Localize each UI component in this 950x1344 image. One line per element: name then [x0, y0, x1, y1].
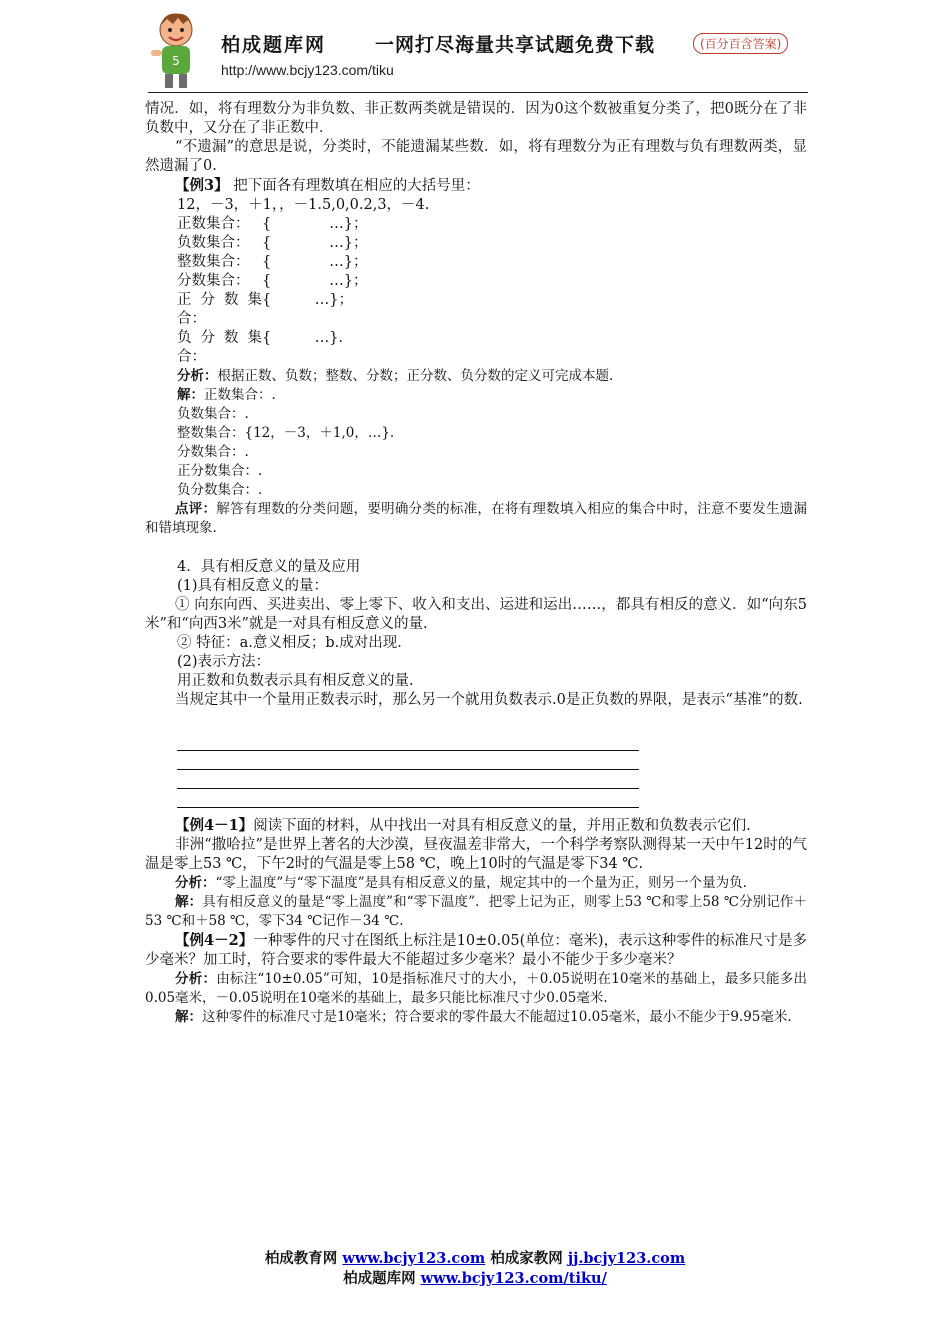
page-footer: [0, 1249, 950, 1289]
example-4-1-solution: [145, 893, 807, 931]
analysis-label: 分析：: [177, 368, 218, 384]
set-label: 正分数集合：: [177, 292, 262, 327]
footer-edu-label: 柏成教育网: [264, 1250, 338, 1267]
example-4-2-text: 一种零件的尺寸在图纸上标注是10±0.05(单位：毫米)，表示这种零件的标准尺寸是多少毫米？加工时，符合要求的零件最大不能超过多少毫米？最小不能少于多少毫米？: [145, 933, 807, 968]
set-label: 整数集合：: [177, 254, 250, 270]
set-row: [177, 291, 807, 329]
example-4-2-label: 【例4－2】: [175, 932, 254, 949]
example-4-2-question: [145, 931, 807, 970]
footer-tutor-label: 柏成家教网: [490, 1250, 563, 1267]
answer-badge: (百分百含答案): [693, 33, 788, 54]
comment-label: 点评：: [175, 501, 217, 517]
example-3-label: 【例3】: [175, 177, 229, 194]
comment-text: 解答有理数的分类问题，要明确分类的标准，在将有理数填入相应的集合中时，注意不要发生遗漏和错填现象.: [145, 501, 807, 536]
blank-line: [177, 789, 639, 808]
set-value: { …}；: [262, 254, 368, 270]
example-3-solution: [145, 386, 807, 405]
blank-line: [177, 751, 639, 770]
footer-tiku-label: 柏成题库网: [343, 1270, 416, 1287]
footer-tutor-link[interactable]: jj.bcjy123.com: [567, 1250, 686, 1267]
analysis-text: 由标注“10±0.05”可知，10是指标准尺寸的大小，＋0.05说明在10毫米的基础上，最多只能多出0.05毫米，－0.05说明在10毫米的基础上，最多只能比标准尺寸少0.05毫米.: [145, 971, 808, 1006]
solution-label: 解：: [177, 387, 204, 403]
example-4-2-analysis: [145, 970, 807, 1008]
site-slogan: 一网打尽海量共享试题免费下载: [375, 34, 656, 56]
set-row: [177, 234, 807, 253]
footer-tiku-link[interactable]: www.bcjy123.com/tiku/: [420, 1270, 607, 1287]
blank-line: [177, 770, 639, 789]
header-divider: [148, 92, 808, 93]
example-3-analysis: [145, 367, 807, 386]
footer-line-2: [0, 1269, 950, 1289]
set-label: 正数集合：: [177, 216, 250, 232]
set-row: [177, 272, 807, 291]
set-label: 负数集合：: [177, 235, 250, 251]
set-value: { …}；: [262, 235, 368, 251]
set-value: { …}；: [262, 216, 368, 232]
solution-text: 具有相反意义的量是“零上温度”和“零下温度”．把零上记为正，则零上53 ℃和零上58 ℃分别记作＋53 ℃和＋58 ℃，零下34 ℃记作－34 ℃.: [145, 894, 808, 929]
set-value: { …}；: [262, 292, 353, 308]
section-4-heading: 4．具有相反意义的量及应用: [177, 559, 361, 575]
analysis-label: 分析：: [175, 971, 217, 987]
example-4-1-text: 阅读下面的材料，从中找出一对具有相反意义的量，并用正数和负数表示它们.: [253, 818, 751, 834]
page-header: [145, 6, 810, 92]
example-3-question: [145, 176, 807, 196]
example-3-numbers: 12，－3，＋1，，－1.5,0,0.2,3，－4.: [177, 197, 430, 213]
section-4-item-1: ① 向东向西、买进卖出、零上零下、收入和支出、运进和运出……，都具有相反的意义．如“向东5米”和“向西3米”就是一对具有相反意义的量.: [145, 597, 807, 632]
site-title: 柏成题库网: [221, 34, 327, 56]
example-3-sets: [145, 215, 807, 367]
note-blank-lines: [177, 732, 807, 808]
set-value: { …}．: [262, 330, 353, 346]
footer-edu-link[interactable]: www.bcjy123.com: [342, 1250, 486, 1267]
analysis-text: 根据正数、负数；整数、分数；正分数、负分数的定义可完成本题.: [217, 368, 614, 384]
example-3-comment: [145, 500, 807, 538]
set-row: [177, 215, 807, 234]
analysis-text: “零上温度”与“零下温度”是具有相反意义的量，规定其中的一个量为正，则另一个量为负.: [215, 875, 747, 891]
section-4-sub-1: (1)具有相反意义的量：: [177, 578, 329, 594]
set-row: [177, 329, 807, 367]
solution-line: 分数集合：.: [177, 444, 249, 460]
solution-text: 正数集合：.: [204, 387, 276, 403]
solution-text: 这种零件的标准尺寸是10毫米；符合要求的零件最大不能超过10.05毫米，最小不能少于9.95毫米.: [202, 1009, 792, 1025]
svg-text:5: 5: [172, 54, 180, 68]
solution-line: 正分数集合：.: [177, 463, 263, 479]
example-4-1-label: 【例4－1】: [175, 817, 254, 834]
document-body: [145, 100, 807, 1027]
example-4-1-analysis: [145, 874, 807, 893]
solution-label: 解：: [175, 1009, 202, 1025]
mascot-logo-icon: [145, 10, 207, 90]
example-4-1-question: [145, 816, 807, 836]
example-4-2-solution: [145, 1008, 807, 1027]
intro-paragraph-2: “不遗漏”的意思是说，分类时，不能遗漏某些数．如，将有理数分为正有理数与负有理数两类，显然遗漏了0.: [145, 139, 807, 174]
section-4-sub-2: (2)表示方法：: [177, 654, 271, 670]
set-label: 负分数集合：: [177, 330, 262, 365]
solution-label: 解：: [175, 894, 203, 910]
blank-line: [177, 732, 639, 751]
section-4-explain: 当规定其中一个量用正数表示时，那么另一个就用负数表示.0是正负数的界限，是表示“基准”的数.: [175, 692, 803, 708]
set-label: 分数集合：: [177, 273, 250, 289]
solution-line: 负分数集合：.: [177, 482, 263, 498]
solution-line: 负数集合：.: [177, 406, 249, 422]
site-url[interactable]: http://www.bcjy123.com/tiku: [221, 62, 394, 78]
solution-line: 整数集合：{12，－3，＋1,0，…}.: [177, 425, 395, 441]
example-4-1-material: 非洲“撒哈拉”是世界上著名的大沙漠，昼夜温差非常大，一个科学考察队测得某一天中午12时的气温是零上53 ℃，下午2时的气温是零上58 ℃，晚上10时的气温是零下34 ℃.: [145, 837, 807, 872]
set-value: { …}；: [262, 273, 368, 289]
footer-line-1: [0, 1249, 950, 1269]
analysis-label: 分析：: [175, 875, 216, 891]
example-3-text: 把下面各有理数填在相应的大括号里：: [233, 178, 480, 194]
intro-paragraph-1: 情况．如，将有理数分为非负数、非正数两类就是错误的．因为0这个数被重复分类了，把0既分在了非负数中，又分在了非正数中．: [145, 101, 807, 136]
section-4-method: 用正数和负数表示具有相反意义的量.: [177, 673, 414, 689]
set-row: [177, 253, 807, 272]
section-4-item-2: ② 特征：a.意义相反；b.成对出现．: [177, 635, 412, 651]
